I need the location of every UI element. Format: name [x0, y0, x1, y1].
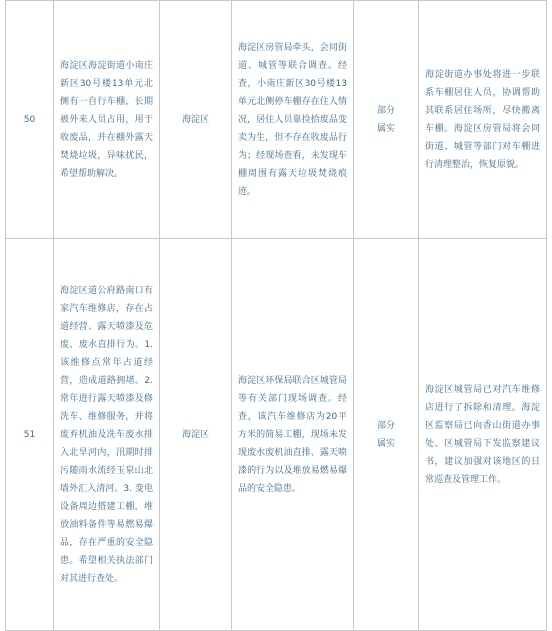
- complaint-cell: [54, 1, 160, 239]
- investigation-cell: [232, 1, 354, 239]
- handling-cell: [419, 239, 547, 631]
- table-row: [6, 239, 547, 631]
- table-row: [6, 1, 547, 239]
- status-cell: [354, 1, 419, 239]
- status-text: 部分属实: [376, 105, 395, 134]
- handling-cell: [419, 1, 547, 239]
- district-cell: 海淀区: [160, 1, 232, 239]
- complaint-cell: [54, 239, 160, 631]
- investigation-text: 海淀区环保局联合区城管局等有关部门现场调查。经查，该汽车维修店为20平方米的简易工棚，现场未发现废水废机油直排、露天喷漆的行为以及堆放易燃易爆品的安全隐患。: [238, 375, 347, 494]
- investigation-text: 海淀区房管局牵头，会同街道、城管等联合调查。经查，小南庄新区30号楼13单元北侧停车棚存在住人情况，居住人员靠捡拾废品变卖为生，但不存在收废品行为；经现场查看，未发现车棚周围有露天垃圾焚烧痕迹。: [238, 42, 347, 197]
- status-cell: [354, 239, 419, 631]
- status-text: 部分属实: [376, 420, 395, 449]
- row-number: 50: [6, 1, 54, 239]
- investigation-cell: [232, 239, 354, 631]
- handling-text: 海淀区城管局已对汽车维修店进行了拆除和清理。海淀区监察局已向香山街道办事处、区城管局下发监察建议书，建议加强对该地区的日常巡查及管理工作。: [425, 384, 540, 485]
- handling-text: 海淀街道办事处将进一步联系车棚居住人员，协调帮助其联系居住场所，尽快搬离车棚。海淀区房管局将会同街道、城管等部门对车棚进行清理整治，恢复原貌。: [425, 69, 540, 170]
- complaint-text: 海淀区道公府路南口有家汽车维修店，存在占道经营、露天喷漆及危废、废水直排行为。1. 该维修点常年占道经营，造成道路拥堵。2. 常年进行露天喷漆及修洗车、维修服务，并将废弃机油及洗车废水排入北旱河内，汛期时排污随雨水流经玉泉山北墙外汇入清河。3. 变电设备周边搭建工棚，堆放油料备件等易燃易爆品，存在严重的安全隐患。希望相关执法部门对其进行查处。: [60, 285, 153, 584]
- district-cell: 海淀区: [160, 239, 232, 631]
- row-number: 51: [6, 239, 54, 631]
- complaint-table: [5, 0, 547, 631]
- complaint-text: 海淀区海淀街道小南庄新区30号楼13单元北侧有一自行车棚，长期被外来人员占用，用于收废品，并在棚外露天焚烧垃圾，异味扰民，希望帮助解决。: [60, 60, 153, 179]
